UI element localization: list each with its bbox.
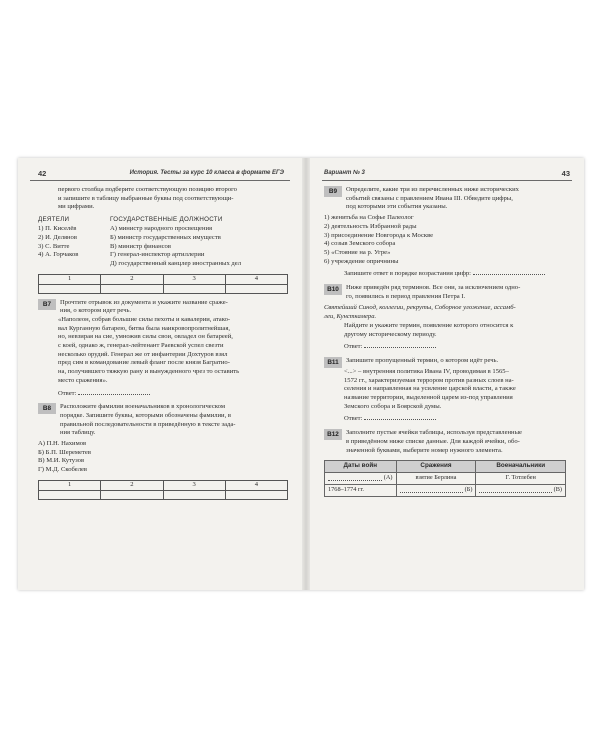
blank-line xyxy=(328,475,382,481)
list-item: 1) женитьба на Софье Палеолог xyxy=(324,214,414,222)
text-line: Земского собора и Боярской думы. xyxy=(344,402,442,410)
left-page-header xyxy=(30,166,290,181)
text-line: порядке. Запишите буквы, которыми обозначены фамилии, в xyxy=(60,411,231,419)
text-line: правильной последовательности в приведённую в тексте зада- xyxy=(60,420,236,428)
options-list xyxy=(38,440,288,475)
question-label: В12 xyxy=(324,429,342,440)
list-item: 2) И. Делянов xyxy=(38,234,77,241)
question-label: В11 xyxy=(324,357,342,368)
answer-label: Ответ: xyxy=(344,415,363,423)
text-line: но, невзирая на сие, умножив силы свои, овладел он батареей, xyxy=(58,333,233,341)
question-b8 xyxy=(38,403,288,438)
grid-header-cell: 2 xyxy=(101,274,163,284)
text-line: го, появились в период правления Петра I. xyxy=(346,292,466,300)
list-item: Б) министр государственных имуществ xyxy=(110,234,221,241)
answer-label: Ответ: xyxy=(58,389,77,397)
table-row xyxy=(39,274,288,284)
book-spread xyxy=(18,158,584,590)
table-cell-blank[interactable] xyxy=(325,472,397,484)
cell-letter: (Б) xyxy=(464,485,473,493)
column-header: Даты войн xyxy=(325,461,397,472)
list-item: Д) государственный канцлер иностранных дел xyxy=(110,260,242,268)
grid-header-cell: 1 xyxy=(39,480,101,490)
posts-column xyxy=(110,216,288,269)
text-line: ния таблицу. xyxy=(60,429,96,437)
grid-header-cell: 4 xyxy=(225,480,287,490)
text-line: Найдите и укажите термин, появление которого относится к xyxy=(344,321,514,329)
grid-header-cell: 3 xyxy=(163,480,225,490)
answer-cell[interactable] xyxy=(101,490,163,499)
table-cell: 1768–1774 гг. xyxy=(325,484,397,496)
answer-blank[interactable] xyxy=(364,413,436,420)
text-line: Святейший Синод, коллегии, рекруты, Соборное уложение, ассамб- xyxy=(324,304,516,312)
list-item: 2) деятельность Избранной рады xyxy=(324,222,417,230)
answer-blank[interactable] xyxy=(78,388,150,395)
column-header: Сражения xyxy=(396,461,476,472)
grid-header-cell: 3 xyxy=(163,274,225,284)
text-line: другому историческому периоду. xyxy=(344,330,437,338)
table-row xyxy=(325,484,566,496)
list-item: А) министр народного просвещения xyxy=(110,225,213,233)
cell-letter: (А) xyxy=(383,473,393,481)
task-text xyxy=(324,322,566,339)
table-row xyxy=(39,490,288,499)
text-line: событий связаны с правлением Ивана III. Обведите цифры, xyxy=(346,194,513,202)
list-item: В) М.И. Кутузов xyxy=(38,457,85,465)
question-text xyxy=(60,299,288,316)
text-line: Определите, какие три из перечисленных ниже исторических xyxy=(346,186,519,193)
table-cell: Г. Тотлебен xyxy=(476,472,566,484)
answer-grid xyxy=(38,274,288,294)
text-line: Расположите фамилии военачальников в хронологическом xyxy=(60,403,226,411)
text-line: в приведённом ниже списке данные. Для каждой ячейки, обо- xyxy=(346,437,520,445)
table-row xyxy=(39,480,288,490)
list-item: 6) учреждение опричнины xyxy=(324,257,399,265)
list-item: Г) М.Д. Скобелев xyxy=(38,466,88,474)
text-line: Ниже приведён ряд терминов. Все они, за исключением одно- xyxy=(346,284,521,292)
text-line: 1572 гг., характеризуемая террором против разных слоев на- xyxy=(344,376,514,384)
question-text xyxy=(346,429,566,455)
answer-cell[interactable] xyxy=(225,490,287,499)
text-line: под которыми эти события указаны. xyxy=(346,203,448,211)
text-line: ния, о котором идет речь. xyxy=(60,307,132,315)
answer-row xyxy=(324,268,566,279)
right-page xyxy=(310,158,584,590)
text-line: с коей, однако ж, генерал-лейтенант Раевской успел свезти xyxy=(58,342,224,350)
table-header-row xyxy=(325,461,566,472)
question-b11 xyxy=(324,357,566,368)
left-page xyxy=(18,158,302,590)
column-heading: ГОСУДАРСТВЕННЫЕ ДОЛЖНОСТИ xyxy=(110,216,223,224)
blank-line xyxy=(400,487,463,493)
table-cell-blank[interactable] xyxy=(476,484,566,496)
text-line: на, получившего тяжкую рану и вынужденного чрез то оставить xyxy=(58,368,240,376)
list-item: 1) П. Киселёв xyxy=(38,225,77,233)
text-line: ми цифрами. xyxy=(58,203,95,211)
question-label: В8 xyxy=(38,403,56,414)
text-line: и запишите в таблицу выбранные буквы под соответствующи- xyxy=(58,194,234,202)
answer-cell[interactable] xyxy=(39,490,101,499)
list-item: 3) присоединение Новгорода к Москве xyxy=(324,231,434,239)
answer-cell[interactable] xyxy=(39,284,101,293)
text-line: <...> – внутренняя политика Ивана IV, проводимая в 1565– xyxy=(344,367,509,375)
table-cell: взятие Берлина xyxy=(396,472,476,484)
question-b12 xyxy=(324,429,566,455)
question-label: В7 xyxy=(38,299,56,310)
question-label: В10 xyxy=(324,284,342,295)
running-head: Вариант № 3 xyxy=(324,170,365,176)
text-line: первого столбца подберите соответствующую позицию второго xyxy=(58,186,237,193)
list-item: А) П.Н. Нахимов xyxy=(38,440,87,448)
page-number: 42 xyxy=(38,169,47,178)
text-line: Заполните пустые ячейки таблицы, используя представленные xyxy=(346,429,522,437)
cell-letter: (В) xyxy=(553,485,562,493)
grid-header-cell: 2 xyxy=(101,480,163,490)
grid-header-cell: 1 xyxy=(39,274,101,284)
list-item: 3) С. Витте xyxy=(38,242,70,250)
right-page-body xyxy=(324,186,566,497)
persons-column xyxy=(38,216,110,269)
left-page-body xyxy=(38,186,288,500)
grid-header-cell: 4 xyxy=(225,274,287,284)
answer-label: Запишите ответ в порядке возрастания цифр: xyxy=(344,270,471,278)
list-item: 4) А. Горчаков xyxy=(38,251,79,259)
terms-list xyxy=(324,304,566,321)
text-line: леи, Кунсткамера. xyxy=(324,313,377,321)
question-b10 xyxy=(324,284,566,301)
column-header: Военачальники xyxy=(476,461,566,472)
list-item: 4) созыв Земского собора xyxy=(324,240,396,248)
blank-line xyxy=(479,487,551,493)
list-item: В) министр финансов xyxy=(110,242,171,250)
text-line: значенной буквами, выберите номер нужного элемента. xyxy=(346,446,503,454)
answer-cell[interactable] xyxy=(101,284,163,293)
answer-label: Ответ: xyxy=(344,343,363,351)
list-item: Г) генерал-инспектор артиллерии xyxy=(110,251,205,259)
table-cell-blank[interactable] xyxy=(396,484,476,496)
question-text xyxy=(346,284,566,301)
answer-cell[interactable] xyxy=(225,284,287,293)
question-text xyxy=(346,186,566,212)
question-text xyxy=(346,357,566,366)
quote-text xyxy=(38,316,288,386)
text-line: место сражения». xyxy=(58,376,108,384)
text-line: селения и направленная на усиление царской власти, а также xyxy=(344,385,516,393)
column-heading: ДЕЯТЕЛИ xyxy=(38,216,70,224)
text-line: Запишите пропущенный термин, о котором идёт речь. xyxy=(346,356,499,364)
question-text xyxy=(60,403,288,438)
text-line: Прочтите отрывок из документа и укажите название сраже- xyxy=(60,298,228,306)
options-list xyxy=(324,214,566,266)
question-label: В9 xyxy=(324,186,342,197)
matching-columns xyxy=(38,216,288,269)
answer-row xyxy=(324,413,566,424)
text-line: пред сим в командование левый фланг после князя Багратио- xyxy=(58,359,230,367)
running-head: История. Тесты за курс 10 класса в формате ЕГЭ xyxy=(129,170,284,176)
answer-row xyxy=(324,341,566,352)
question-b7 xyxy=(38,299,288,316)
answer-blank[interactable] xyxy=(473,268,545,275)
list-item: Б) Б.П. Шереметев xyxy=(38,448,91,456)
page-number: 43 xyxy=(561,169,570,178)
answer-row xyxy=(38,388,288,399)
text-line: вал Курганную батарею, битва была наикровопролитнейшая, xyxy=(58,324,231,332)
right-page-header xyxy=(322,166,572,181)
answer-cell[interactable] xyxy=(163,490,225,499)
text-line: «Наполеон, собрав большие силы пехоты и кавалерии, атако- xyxy=(58,315,231,323)
wars-table xyxy=(324,460,566,496)
intro-text xyxy=(38,186,288,212)
text-line: несколько орудий. Генерал же от инфантерии Дохтуров взял xyxy=(58,350,228,358)
definition-text xyxy=(324,368,566,412)
table-row xyxy=(39,284,288,293)
answer-blank[interactable] xyxy=(364,341,436,348)
answer-grid xyxy=(38,480,288,500)
book-gutter xyxy=(302,158,310,590)
answer-cell[interactable] xyxy=(163,284,225,293)
list-item: 5) «Стояние на р. Угре» xyxy=(324,248,391,256)
question-b9 xyxy=(324,186,566,212)
table-row xyxy=(325,472,566,484)
text-line: название территории, выделенной царем из-под управления xyxy=(344,394,513,402)
